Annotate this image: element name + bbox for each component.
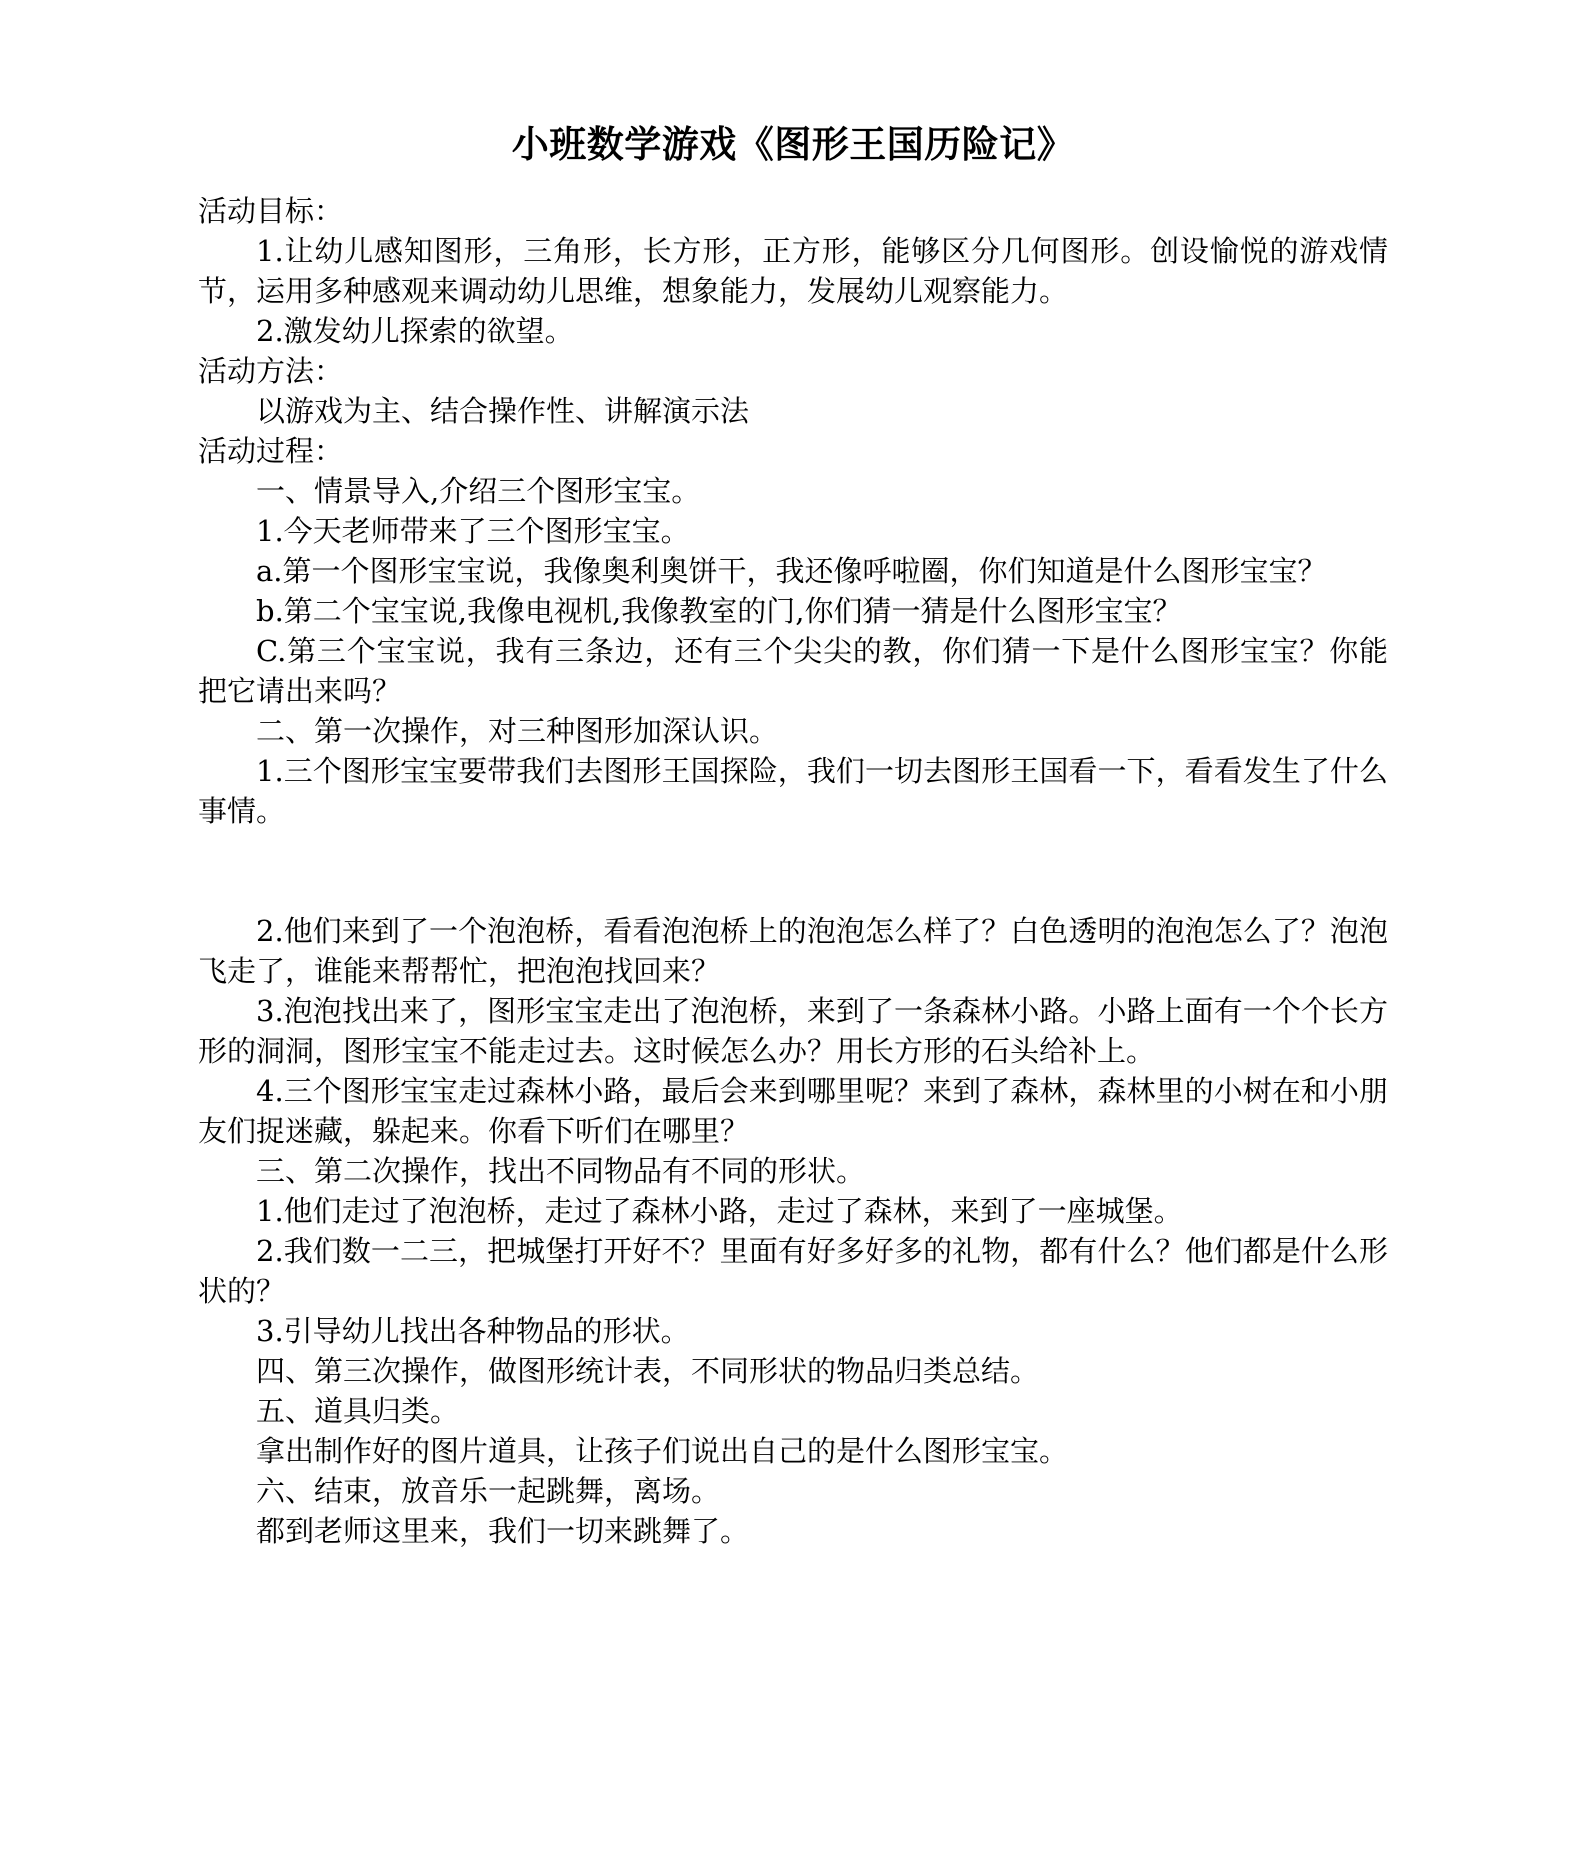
- step-3-item-1: 1.他们走过了泡泡桥，走过了森林小路，走过了森林，来到了一座城堡。: [256, 1194, 1183, 1228]
- goals-heading: 活动目标：: [198, 194, 344, 228]
- step-2-item-1: 1.三个图形宝宝要带我们去图形王国探险，我们一切去图形王国看一下，看看发生了什么事情。: [198, 754, 1388, 828]
- step-6-body: 都到老师这里来，我们一切来跳舞了。: [256, 1514, 750, 1548]
- step-1-item-1: 1.今天老师带来了三个图形宝宝。: [256, 514, 690, 548]
- goal-1: 1.让幼儿感知图形，三角形，长方形，正方形，能够区分几何图形。创设愉悦的游戏情节，运用多种感观来调动幼儿思维，想象能力，发展幼儿观察能力。: [198, 234, 1388, 308]
- step-1-heading: 一、情景导入,介绍三个图形宝宝。: [256, 474, 701, 508]
- step-2-heading: 二、第一次操作，对三种图形加深认识。: [256, 714, 779, 748]
- step-2-item-2: 2.他们来到了一个泡泡桥，看看泡泡桥上的泡泡怎么样了？白色透明的泡泡怎么了？泡泡飞走了，谁能来帮帮忙，把泡泡找回来？: [198, 914, 1388, 988]
- paragraph-gap: [198, 831, 1388, 911]
- step-2-item-3: 3.泡泡找出来了，图形宝宝走出了泡泡桥，来到了一条森林小路。小路上面有一个个长方形的洞洞，图形宝宝不能走过去。这时候怎么办？用长方形的石头给补上。: [198, 994, 1388, 1068]
- step-5-body: 拿出制作好的图片道具，让孩子们说出自己的是什么图形宝宝。: [256, 1434, 1069, 1468]
- step-1-item-a: a.第一个图形宝宝说，我像奥利奥饼干，我还像呼啦圈，你们知道是什么图形宝宝？: [256, 554, 1327, 588]
- methods-body: 以游戏为主、结合操作性、讲解演示法: [256, 394, 750, 428]
- step-3-heading: 三、第二次操作，找出不同物品有不同的形状。: [256, 1154, 866, 1188]
- step-3-item-3: 3.引导幼儿找出各种物品的形状。: [256, 1314, 690, 1348]
- step-5-heading: 五、道具归类。: [256, 1394, 460, 1428]
- step-2-item-4: 4.三个图形宝宝走过森林小路，最后会来到哪里呢？来到了森林，森林里的小树在和小朋友们捉迷藏，躲起来。你看下听们在哪里？: [198, 1074, 1388, 1148]
- goal-2: 2.激发幼儿探索的欲望。: [256, 314, 574, 348]
- methods-heading: 活动方法：: [198, 354, 344, 388]
- document-content: [198, 0, 1388, 1551]
- page-title: 小班数学游戏《图形王国历险记》: [511, 122, 1075, 166]
- step-3-item-2: 2.我们数一二三，把城堡打开好不？里面有好多好多的礼物，都有什么？他们都是什么形状的？: [198, 1234, 1388, 1308]
- step-6-heading: 六、结束，放音乐一起跳舞，离场。: [256, 1474, 721, 1508]
- process-heading: 活动过程：: [198, 434, 344, 468]
- step-4-heading: 四、第三次操作，做图形统计表，不同形状的物品归类总结。: [256, 1354, 1040, 1388]
- step-1-item-c: C.第三个宝宝说，我有三条边，还有三个尖尖的教，你们猜一下是什么图形宝宝？你能把它请出来吗？: [198, 634, 1388, 708]
- document-body: [198, 191, 1388, 1551]
- step-1-item-b: b.第二个宝宝说,我像电视机,我像教室的门,你们猜一猜是什么图形宝宝？: [256, 594, 1182, 628]
